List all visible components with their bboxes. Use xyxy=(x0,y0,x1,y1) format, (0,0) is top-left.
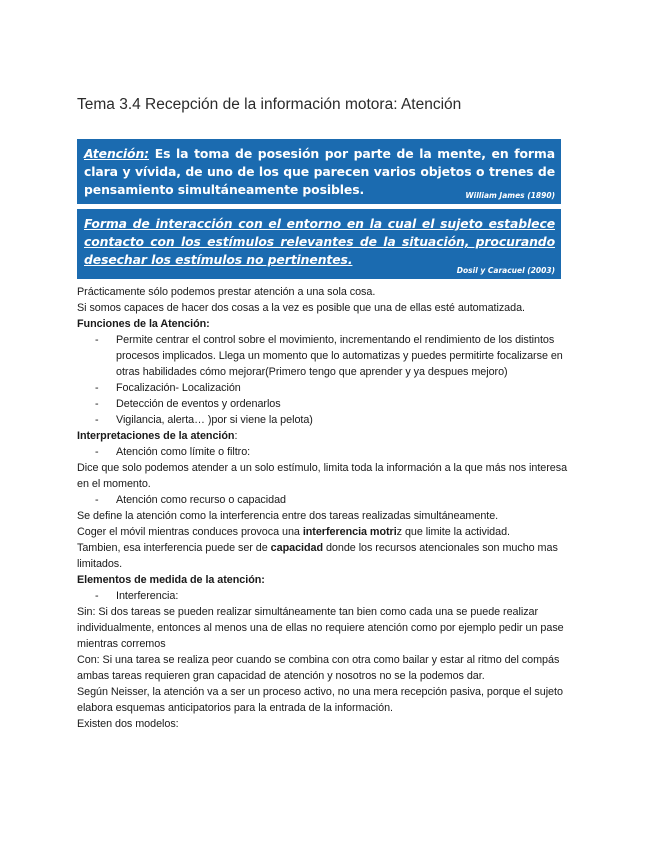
paragraph: Sin: Si dos tareas se pueden realizar simultáneamente tan bien como cada una se puede realizar individualmente, entonces al menos una de ellas no requiere atención como por ejemplo pedir un pase mientras corremos xyxy=(77,606,564,650)
text-run-bold: capacidad xyxy=(270,542,324,554)
bullet-dash: - xyxy=(95,414,99,426)
bullet-dash: - xyxy=(95,382,99,394)
paragraph: Prácticamente sólo podemos prestar atención a una sola cosa. xyxy=(77,286,376,298)
paragraph xyxy=(77,524,577,540)
list-item xyxy=(77,588,577,604)
bullet-dash: - xyxy=(95,398,99,410)
list-item xyxy=(77,444,577,460)
definition-box-dosil xyxy=(77,209,561,279)
list-item xyxy=(77,396,577,412)
text-run-bold: interferencia motri xyxy=(302,526,397,538)
quote-author: Dosil y Caracuel (2003) xyxy=(456,266,555,275)
section-heading-text: Interpretaciones de la atención xyxy=(77,430,235,442)
bullet-dash: - xyxy=(95,334,99,346)
paragraph xyxy=(77,540,577,572)
text-run: Coger el móvil mientras conduces provoca una xyxy=(77,526,303,538)
section-heading: Funciones de la Atención: xyxy=(77,318,210,330)
section-heading-colon: : xyxy=(234,430,238,442)
list-item-text: Permite centrar el control sobre el movimiento, incrementando el rendimiento de los distintos procesos implicados. Llega un momento que lo automatizas y puedes permitirte focalizarse en otras habilidades cómo mejorar(Primero tengo que aprender y ya despues mejoro) xyxy=(116,334,563,378)
text-run: Tambien, esa interferencia puede ser de xyxy=(77,542,271,554)
list-item xyxy=(77,380,577,396)
list-item-text: Atención como límite o filtro: xyxy=(116,446,251,458)
definition-text: Forma de interacción con el entorno en la cual el sujeto establece contacto con los estímulos relevantes de la situación, procurando desechar los estímulos no pertinentes. xyxy=(84,216,555,267)
document-body xyxy=(77,284,577,732)
list-item-text: Detección de eventos y ordenarlos xyxy=(116,398,281,410)
definition-term: Atención: xyxy=(84,146,150,161)
bullet-dash: - xyxy=(95,446,99,458)
text-run: z que limite la actividad. xyxy=(396,526,510,538)
list-item-text: Atención como recurso o capacidad xyxy=(116,494,286,506)
text-run: donde los recursos atencionales son mucho mas limitados. xyxy=(77,542,558,570)
definition-body: Es la toma de posesión por parte de la mente, en forma clara y vívida, de uno de los que parecen varios objetos o trenes de pensamiento simultáneamente posibles. xyxy=(84,146,555,197)
list-item-text: Vigilancia, alerta… )por si viene la pelota) xyxy=(116,414,313,426)
list-item xyxy=(77,412,577,428)
definition-box-james xyxy=(77,139,561,204)
quote-author: William James (1890) xyxy=(465,191,555,200)
paragraph: Según Neisser, la atención va a ser un proceso activo, no una mera recepción pasiva, porque el sujeto elabora esquemas anticipatorios para la entrada de la información. xyxy=(77,686,563,714)
list-item-text: Interferencia: xyxy=(116,590,179,602)
page-title: Tema 3.4 Recepción de la información motora: Atención xyxy=(77,96,462,113)
paragraph: Se define la atención como la interferencia entre dos tareas realizadas simultáneamente. xyxy=(77,510,499,522)
paragraph: Dice que solo podemos atender a un solo estímulo, limita toda la información a la que más nos interesa en el momento. xyxy=(77,462,568,490)
list-item xyxy=(77,492,577,508)
list-item-text: Focalización- Localización xyxy=(116,382,241,394)
bullet-dash: - xyxy=(95,590,99,602)
bullet-dash: - xyxy=(95,494,99,506)
section-heading xyxy=(77,428,577,444)
section-heading: Elementos de medida de la atención: xyxy=(77,574,265,586)
paragraph: Existen dos modelos: xyxy=(77,718,179,730)
list-item xyxy=(77,332,577,380)
paragraph: Si somos capaces de hacer dos cosas a la vez es posible que una de ellas esté automatizada. xyxy=(77,302,525,314)
paragraph: Con: Si una tarea se realiza peor cuando se combina con otra como bailar y estar al ritmo del compás ambas tareas requieren gran capacidad de atención y nosotros no se la podemos dar. xyxy=(77,654,560,682)
